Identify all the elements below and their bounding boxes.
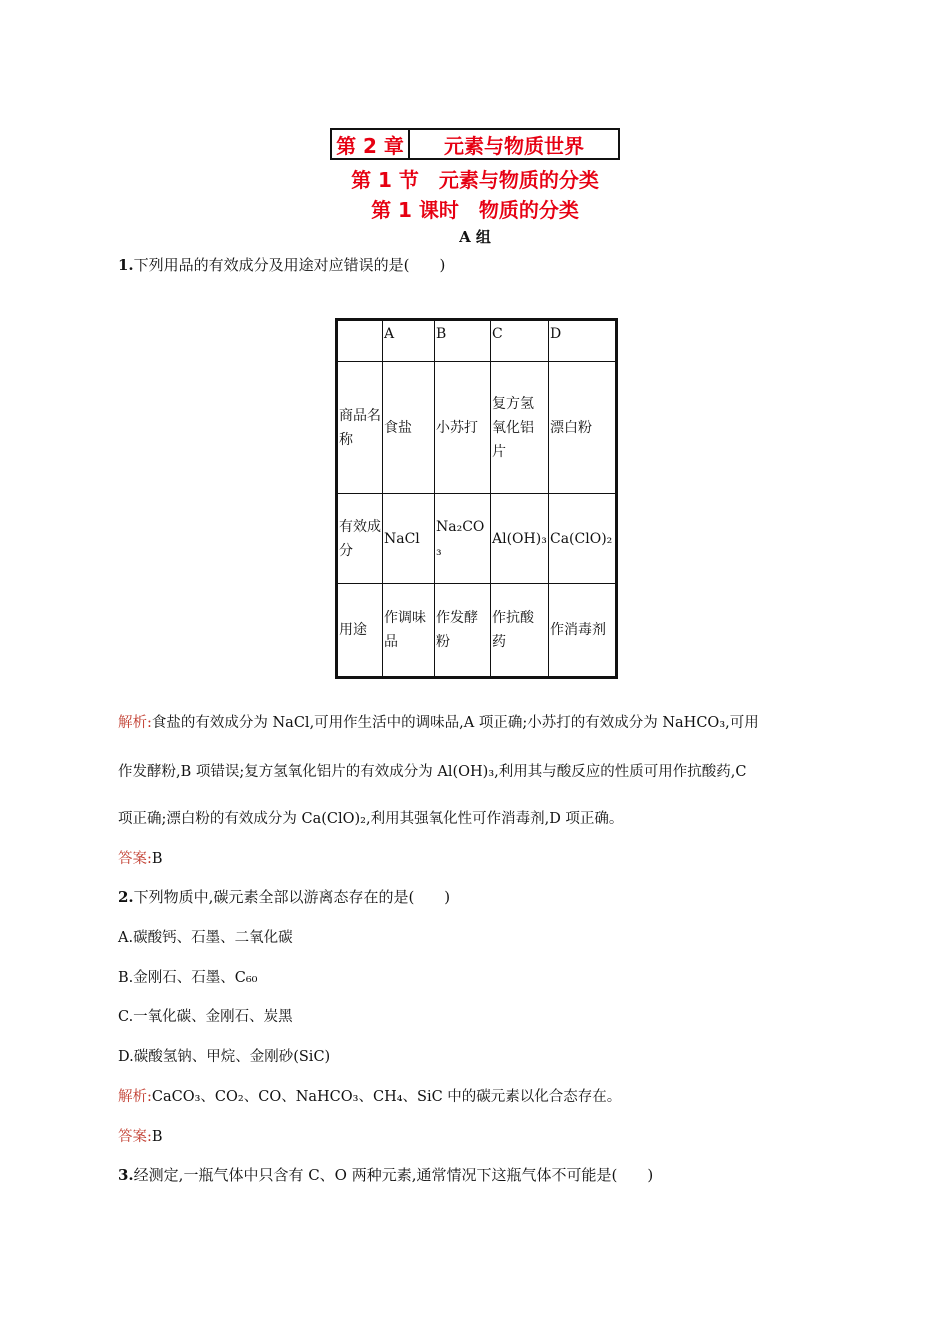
table-header-row bbox=[337, 320, 617, 362]
question-number: 1. bbox=[118, 256, 134, 274]
answer-label: 答案: bbox=[118, 1129, 152, 1145]
chapter-header-box bbox=[330, 128, 620, 160]
analysis-1-line-1 bbox=[118, 711, 759, 732]
analysis-label: 解析: bbox=[118, 1089, 152, 1105]
table-cell: C bbox=[491, 320, 549, 362]
option-d: D.碳酸氢钠、甲烷、金刚砂(SiC) bbox=[118, 1049, 331, 1065]
table-cell bbox=[337, 320, 383, 362]
table-row-active-component bbox=[337, 494, 617, 584]
table-cell: 用途 bbox=[337, 584, 383, 678]
table-cell: 商品名称 bbox=[337, 362, 383, 494]
table-cell: 作发酵粉 bbox=[435, 584, 491, 678]
question-text: 下列物质中,碳元素全部以游离态存在的是( ) bbox=[133, 888, 451, 906]
question-text: 下列用品的有效成分及用途对应错误的是( ) bbox=[133, 256, 446, 274]
option-b: B.金刚石、石墨、C₆₀ bbox=[118, 970, 258, 986]
table-cell: D bbox=[549, 320, 617, 362]
table-cell: 食盐 bbox=[383, 362, 435, 494]
lesson-title: 第 1 课时 物质的分类 bbox=[371, 198, 579, 222]
question-2 bbox=[118, 886, 450, 907]
chapter-number: 第 2 章 bbox=[332, 130, 410, 158]
table-cell: A bbox=[383, 320, 435, 362]
option-c: C.一氧化碳、金刚石、炭黑 bbox=[118, 1009, 293, 1025]
table-cell: NaCl bbox=[383, 494, 435, 584]
analysis-1-line-2: 作发酵粉,B 项错误;复方氢氧化铝片的有效成分为 Al(OH)₃,利用其与酸反应的性质可用作抗酸药,C bbox=[118, 764, 747, 780]
section-title: 第 1 节 元素与物质的分类 bbox=[351, 168, 599, 192]
table-cell: 漂白粉 bbox=[549, 362, 617, 494]
table-cell: 小苏打 bbox=[435, 362, 491, 494]
question-number: 2. bbox=[118, 888, 134, 906]
chapter-title: 元素与物质世界 bbox=[444, 133, 584, 158]
table-cell: 作抗酸药 bbox=[491, 584, 549, 678]
question-number: 3. bbox=[118, 1166, 134, 1184]
question-text: 经测定,一瓶气体中只含有 C、O 两种元素,通常情况下这瓶气体不可能是( ) bbox=[133, 1166, 654, 1184]
question-1 bbox=[118, 254, 445, 275]
table-cell: 作消毒剂 bbox=[549, 584, 617, 678]
analysis-text: 食盐的有效成分为 NaCl,可用作生活中的调味品,A 项正确;小苏打的有效成分为 NaHCO₃,可用 bbox=[151, 715, 759, 731]
table-row-use bbox=[337, 584, 617, 678]
answer-value: B bbox=[151, 1129, 163, 1145]
option-a: A.碳酸钙、石墨、二氧化碳 bbox=[118, 930, 293, 946]
answer-1 bbox=[118, 847, 163, 868]
analysis-2 bbox=[118, 1085, 621, 1106]
table-cell: Ca(ClO)₂ bbox=[549, 494, 617, 584]
table-cell: 作调味品 bbox=[383, 584, 435, 678]
table-cell: Al(OH)₃ bbox=[491, 494, 549, 584]
table-cell: 复方氢氧化铝片 bbox=[491, 362, 549, 494]
answer-value: B bbox=[151, 851, 163, 867]
answer-label: 答案: bbox=[118, 851, 152, 867]
analysis-1-line-3: 项正确;漂白粉的有效成分为 Ca(ClO)₂,利用其强氧化性可作消毒剂,D 项正确。 bbox=[118, 811, 624, 827]
analysis-text: CaCO₃、CO₂、CO、NaHCO₃、CH₄、SiC 中的碳元素以化合态存在。 bbox=[151, 1089, 622, 1105]
question-3 bbox=[118, 1164, 653, 1185]
product-table bbox=[335, 318, 618, 679]
table-cell: B bbox=[435, 320, 491, 362]
table-cell: 有效成分 bbox=[337, 494, 383, 584]
analysis-label: 解析: bbox=[118, 715, 152, 731]
answer-2 bbox=[118, 1125, 163, 1146]
table-row-product-name bbox=[337, 362, 617, 494]
table-cell: Na₂CO₃ bbox=[435, 494, 491, 584]
group-label: A 组 bbox=[459, 228, 491, 246]
